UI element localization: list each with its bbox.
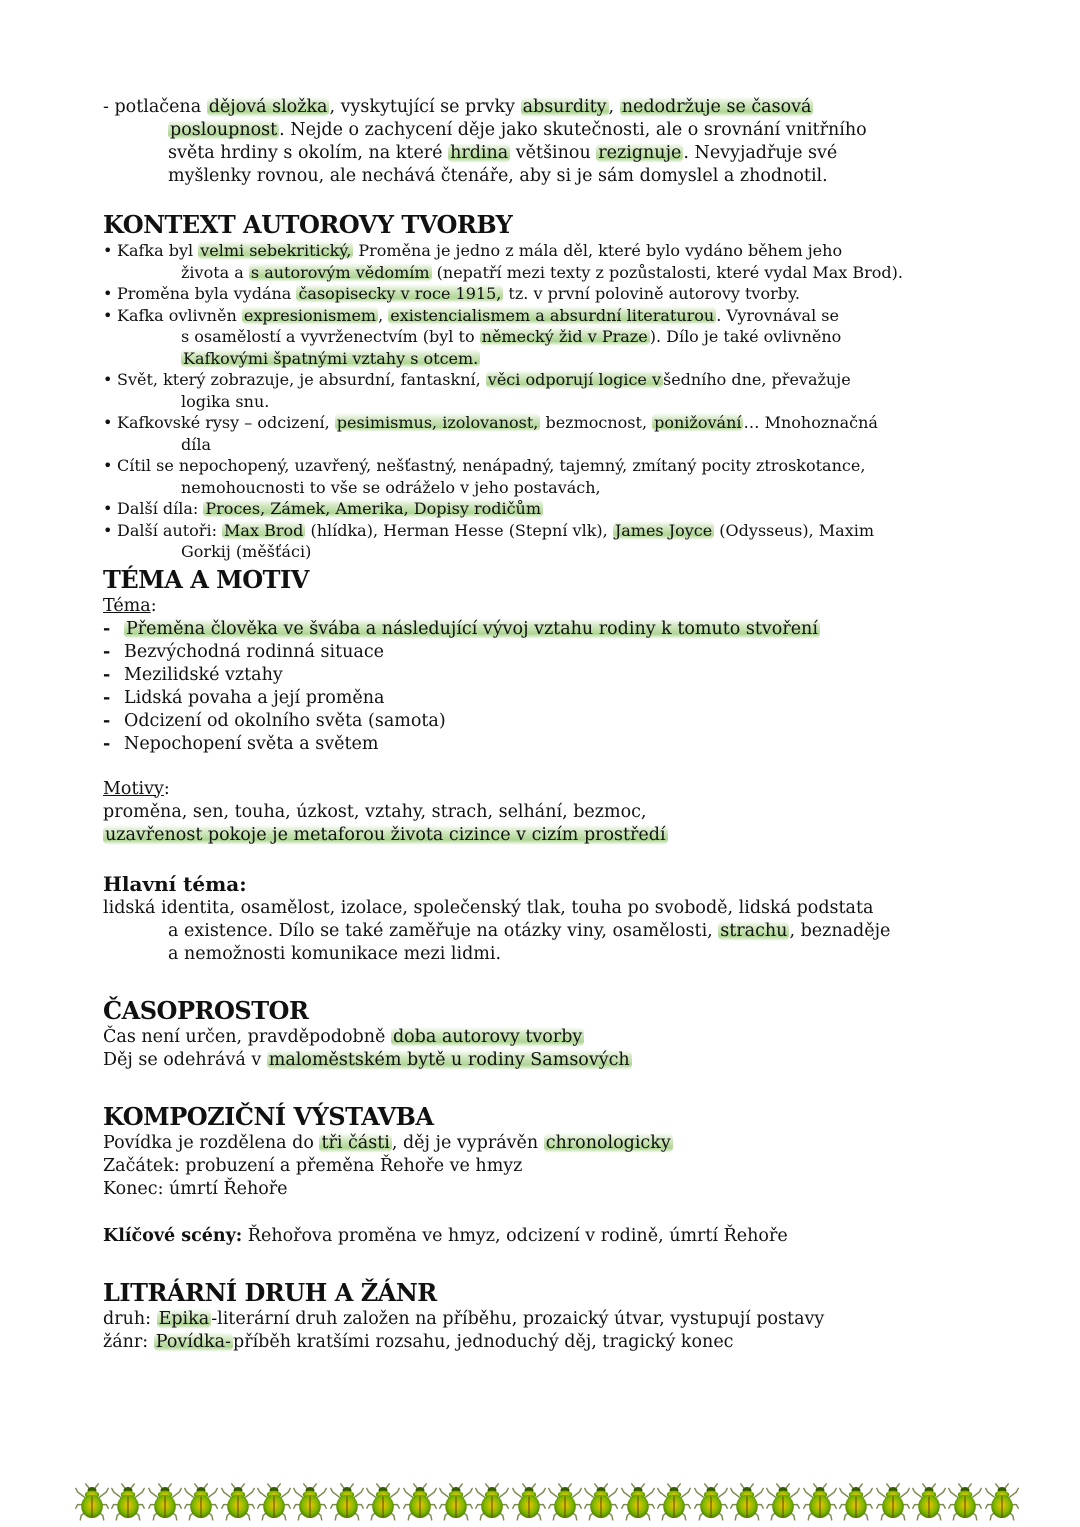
beetle-icon [838, 1481, 874, 1521]
highlighted-text: Povídka- [155, 1331, 231, 1352]
text-run: Povídka je rozdělena do [103, 1132, 320, 1153]
text-run: šedního dne, převažuje [663, 370, 851, 389]
text-run: (hlídka), Herman Hesse (Stepní vlk), [305, 520, 613, 540]
beetle-icon [110, 1481, 146, 1521]
rich-line [103, 920, 983, 943]
highlighted-text: časopisecky v roce 1915, [298, 284, 502, 303]
tema-list-item: - Bezvýchodná rodinná situace [103, 641, 384, 662]
highlighted-text: pesimismus, izolovanost, [336, 413, 539, 432]
beetle-border [74, 1481, 1024, 1521]
beetle-icon [875, 1481, 911, 1521]
bullet-item [103, 305, 983, 370]
beetle-icon [74, 1481, 110, 1521]
key-scenes-text: Řehořova proměna ve hmyz, odcizení v rodině, úmrtí Řehoře [242, 1225, 788, 1246]
rich-line [103, 119, 983, 142]
text-run: Kafka ovlivněn [117, 305, 242, 325]
bullet-item [103, 240, 983, 283]
beetle-icon [256, 1481, 292, 1521]
beetle-icon [729, 1481, 765, 1521]
beetle-icon [620, 1481, 656, 1521]
highlighted-text: rezignuje [598, 143, 682, 163]
text-run: , děj je vyprávěn [391, 1132, 544, 1153]
beetle-icon [911, 1481, 947, 1521]
text-run: Cítil se nepochopený, uzavřený, nešťastný, nenápadný, tajemný, zmítaný pocity ztroskotance, [117, 456, 866, 475]
rich-line [103, 142, 983, 165]
bullet-icon: • [103, 456, 113, 475]
rich-line [103, 1026, 983, 1049]
bullet-item [103, 455, 983, 498]
tema-list-item: - Nepochopení světa a světem [103, 733, 379, 754]
bullet-line [103, 541, 983, 563]
beetle-icon [292, 1481, 328, 1521]
text-run: příběh kratšími rozsahu, jednoduchý děj, tragický konec [233, 1331, 734, 1352]
highlighted-text: ponižování [654, 413, 742, 432]
key-scenes-label: Klíčové scény: [103, 1225, 243, 1246]
bullet-icon: • [103, 241, 113, 260]
text-run: Kafkovské rysy – odcizení, [117, 413, 335, 432]
rich-line [103, 897, 983, 920]
text-run: lidská identita, osamělost, izolace, společenský tlak, touha po svobodě, lidská podstata [103, 897, 874, 918]
text-run: Další díla: [117, 499, 204, 518]
bullet-icon: • [103, 305, 113, 325]
key-scenes [103, 1225, 983, 1248]
text-run: života a [181, 262, 249, 282]
text-run: logika snu. [181, 391, 270, 411]
text-run: většinou [510, 143, 597, 163]
text-run: . Vyrovnával se [716, 305, 839, 325]
text-run: Kafka byl [117, 241, 199, 260]
motivy-label: Motivy [103, 778, 164, 799]
highlighted-text: s autorovým vědomím [250, 262, 430, 282]
dash-bullet-icon: - [103, 641, 111, 662]
highlighted-text: Max Brod [224, 520, 304, 540]
highlighted-text: posloupnost [170, 120, 278, 140]
beetle-icon [474, 1481, 510, 1521]
beetle-icon [329, 1481, 365, 1521]
highlighted-text: maloměstském bytě u rodiny Samsových [268, 1049, 630, 1070]
text-run: , [608, 97, 620, 117]
bullet-item [103, 520, 983, 563]
beetle-icon [947, 1481, 983, 1521]
beetle-icon [511, 1481, 547, 1521]
dash-bullet-icon: - [103, 733, 111, 754]
rich-line [103, 1178, 983, 1201]
dash-bullet-icon: - [103, 664, 111, 685]
beetle-icon [656, 1481, 692, 1521]
bullet-line [103, 498, 983, 520]
bullet-line [103, 305, 983, 327]
bullet-item [103, 412, 983, 455]
text-run: a nemožnosti komunikace mezi lidmi. [168, 943, 502, 964]
section-heading-druh: LITRÁRNÍ DRUH A ŽÁNR [103, 1277, 437, 1307]
tema-list [103, 618, 983, 756]
text-run: Děj se odehrává v [103, 1049, 267, 1070]
text-run: Čas není určen, pravděpodobně [103, 1026, 391, 1047]
bullet-item [103, 369, 983, 412]
highlighted-text: věci odporují logice v [487, 370, 661, 389]
rich-line [103, 1308, 983, 1331]
beetle-icon [220, 1481, 256, 1521]
beetle-icon [147, 1481, 183, 1521]
highlighted-text: doba autorovy tvorby [392, 1026, 583, 1047]
rich-line [103, 1049, 983, 1072]
bullet-item [103, 498, 983, 520]
highlighted-text: hrdina [450, 143, 509, 163]
bullet-line [103, 477, 983, 499]
bullet-line [103, 434, 983, 456]
text-run: … Mnohoznačná [743, 413, 878, 432]
highlighted-text: chronologicky [545, 1132, 671, 1153]
bullet-line [103, 520, 983, 542]
text-run: Svět, který zobrazuje, je absurdní, fantaskní, [117, 370, 486, 389]
text-run: Začátek: probuzení a přeměna Řehoře ve hmyz [103, 1155, 523, 1176]
rich-line [103, 1331, 983, 1354]
bullet-icon: • [103, 413, 113, 432]
highlighted-text: expresionismem [243, 305, 377, 325]
dash-bullet-icon: - [103, 687, 111, 708]
text-run: bezmocnost, [540, 413, 653, 432]
text-run: s osamělostí a vyvrženectvím (byl to [181, 327, 480, 346]
text-run: -literární druh založen na příběhu, prozaický útvar, vystupují postavy [211, 1308, 825, 1329]
bullet-icon: • [103, 284, 113, 303]
text-run: Proměna byla vydána [117, 284, 297, 303]
text-run: tz. v první polovině autorovy tvorby. [503, 284, 800, 303]
bullet-line [103, 348, 983, 370]
document-page: - potlačena dějová složka , vyskytující se prvky absurdity , nedodržuje se časová posloupnost . Nejde o zachycení děje jako skutečnosti, ale o srovnání vnitřního světa hrdiny s okolím, na které hrdina většinou rezignuje . Nevyjadřuje své myšlenky rovnou, ale nechává čtenáře, aby si je sám domyslel a zhodnotil. KONTEXT AUTOROVY TVORBY • Kafka byl velmi sebekritický, Proměna je jedno z mála děl, které bylo vydáno během jeho života a s autorovým vědomím (nepatří mezi texty z pozůstalosti, které vydal Max Brod). • Proměna byla vydána časopisecky v roce 1915, tz. v první polovině autorovy tvorby. • Kafka ovlivněn expresionismem , existencialismem a absurdní literaturou . Vyrovnával se s osamělostí a vyvrženectvím (byl to německý žid v Praze ). Dílo je také ovlivněno Kafkovými špatnými vztahy s otcem. • Svět, který zobrazuje, je absurdní, fantaskní, věci odporují logice v šedního dne, převažuje logika snu. • Kafkovské rysy – odcizení, pesimismus, izolovanost, bezmocnost, ponižování … Mnohoznačná díla • Cítil se nepochopený, uzavřený, nešťastný, nenápadný, tajemný, zmítaný pocity ztroskotance, nemohoucnosti to vše se odráželo v jeho postavách, • Další díla: Proces, Zámek, Amerika, Dopisy rodičům • Další autoři: Max Brod (hlídka), Herman Hesse (Stepní vlk), James Joyce (Odysseus), Maxim Gorkij (měšťáci) TÉMA A MOTIV Téma: - Přeměna člověka ve švába a následující vývoj vztahu rodiny k tomuto stvoření - Bezvýchodná rodinná situace - Mezilidské vztahy - Lidská povaha a její proměna - Odcizení od okolního světa (samota) - Nepochopení světa a světem Motivy: proměna, sen, touha, úzkost, vztahy, strach, selhání, bezmoc, uzavřenost pokoje je metaforou života cizince v cizím prostředí Hlavní téma: lidská identita, osamělost, izolace, společenský tlak, touha po svobodě, lidská podstata a existence. Dílo se také zaměřuje na otázky viny, osamělosti, strachu , beznaděje a nemožnosti komunikace mezi lidmi. ČASOPROSTOR Čas není určen, pravděpodobně doba autorovy tvorby Děj se odehrává v maloměstském bytě u rodiny Samsových KOMPOZIČNÍ VÝSTAVBA Povídka je rozdělena do tři části , děj je vyprávěn chronologicky Začátek: probuzení a přeměna Řehoře ve hmyz Konec: úmrtí Řehoře Klíčové scény: Řehořova proměna ve hmyz, odcizení v rodině, úmrtí Řehoře LITRÁRNÍ DRUH A ŽÁNR druh: Epika -literární druh založen na příběhu, prozaický útvar, vystupují postavy žánr: Povídka- příběh kratšími rozsahu, jednoduchý děj, tragický konec [103, 96, 983, 1354]
beetle-icon [547, 1481, 583, 1521]
highlighted-text: Kafkovými špatnými vztahy s otcem. [183, 348, 479, 368]
text-run: nemohoucnosti to vše se odráželo v jeho postavách, [181, 477, 601, 497]
text-run: . Nejde o zachycení děje jako skutečnosti, ale o srovnání vnitřního [279, 120, 867, 140]
text-run: Gorkij (měšťáci) [181, 542, 312, 561]
text-run: (Odysseus), Maxim [714, 520, 874, 540]
dash-bullet-icon: - [103, 618, 111, 639]
rich-line [103, 165, 983, 188]
beetle-icon [583, 1481, 619, 1521]
bullet-line [103, 391, 983, 413]
rich-line [103, 943, 983, 966]
highlighted-text: nedodržuje se časová [621, 97, 812, 117]
text-run: díla [181, 434, 212, 454]
motivy-text: proměna, sen, touha, úzkost, vztahy, strach, selhání, bezmoc, [103, 801, 647, 822]
highlighted-text: dějová složka [208, 97, 328, 117]
section-heading-tema: TÉMA A MOTIV [103, 564, 309, 594]
text-run: žánr: [103, 1331, 154, 1352]
text-run: Proměna je jedno z mála děl, které bylo vydáno během jeho [353, 241, 843, 260]
highlighted-text: Proces, Zámek, Amerika, Dopisy rodičům [205, 499, 542, 518]
highlighted-text: existencialismem a absurdní literaturou [390, 305, 715, 325]
text-run: Další autoři: [117, 520, 223, 540]
bullet-line [103, 326, 983, 348]
rich-line [103, 1155, 983, 1178]
section-heading-casoprostor: ČASOPROSTOR [103, 995, 309, 1025]
text-run: , vyskytující se prvky [329, 97, 521, 117]
highlighted-text: strachu [720, 920, 788, 941]
bullet-icon: • [103, 499, 113, 518]
text-run: ). Dílo je také ovlivněno [649, 327, 842, 346]
bullet-item [103, 283, 983, 305]
rich-line [103, 1132, 983, 1155]
beetle-icon [183, 1481, 219, 1521]
text-run: a existence. Dílo se také zaměřuje na otázky viny, osamělosti, [168, 920, 719, 941]
section-heading-kompozice: KOMPOZIČNÍ VÝSTAVBA [103, 1101, 434, 1131]
bullet-line [103, 455, 983, 477]
beetle-icon [402, 1481, 438, 1521]
bullet-line [103, 240, 983, 262]
tema-list-item: - Odcizení od okolního světa (samota) [103, 710, 446, 731]
text-run: Konec: úmrtí Řehoře [103, 1178, 288, 1199]
text-run: myšlenky rovnou, ale nechává čtenáře, aby si je sám domyslel a zhodnotil. [168, 166, 828, 186]
text-run: druh: [103, 1308, 157, 1329]
text-run: - potlačena [103, 97, 207, 117]
hlavni-tema-heading: Hlavní téma: [103, 871, 247, 896]
highlighted-text: tři části [321, 1132, 390, 1153]
tema-label: Téma [103, 595, 151, 616]
tema-list-item: - Mezilidské vztahy [103, 664, 283, 685]
highlighted-text: velmi sebekritický, [200, 241, 352, 260]
beetle-icon [802, 1481, 838, 1521]
bullet-icon: • [103, 370, 113, 389]
text-run: , [378, 305, 389, 325]
highlighted-text: James Joyce [614, 520, 713, 540]
text-run: , beznaděje [789, 920, 891, 941]
rich-line [103, 96, 983, 119]
highlighted-text: Epika [158, 1308, 210, 1329]
bullet-line [103, 262, 983, 284]
tema-list-item: - Přeměna člověka ve švába a následující vývoj vztahu rodiny k tomuto stvoření [103, 618, 818, 639]
motivy-highlight: uzavřenost pokoje je metaforou života cizince v cizím prostředí [105, 824, 666, 845]
bullet-line [103, 369, 983, 391]
kontext-bullet-list [103, 240, 983, 563]
bullet-icon: • [103, 520, 113, 540]
beetle-icon [693, 1481, 729, 1521]
highlighted-text: německý žid v Praze [481, 327, 648, 346]
dash-bullet-icon: - [103, 710, 111, 731]
tema-list-item: - Lidská povaha a její proměna [103, 687, 385, 708]
text-run: světa hrdiny s okolím, na které [168, 143, 449, 163]
beetle-icon [365, 1481, 401, 1521]
beetle-icon [984, 1481, 1020, 1521]
intro-paragraph [103, 96, 983, 188]
text-run: . Nevyjadřuje své [683, 143, 838, 163]
section-heading-kontext: KONTEXT AUTOROVY TVORBY [103, 210, 513, 239]
highlighted-text: absurdity [522, 97, 607, 117]
beetle-icon [438, 1481, 474, 1521]
bullet-line [103, 412, 983, 434]
beetle-icon [765, 1481, 801, 1521]
text-run: (nepatří mezi texty z pozůstalosti, které vydal Max Brod). [431, 262, 903, 282]
bullet-line [103, 283, 983, 305]
